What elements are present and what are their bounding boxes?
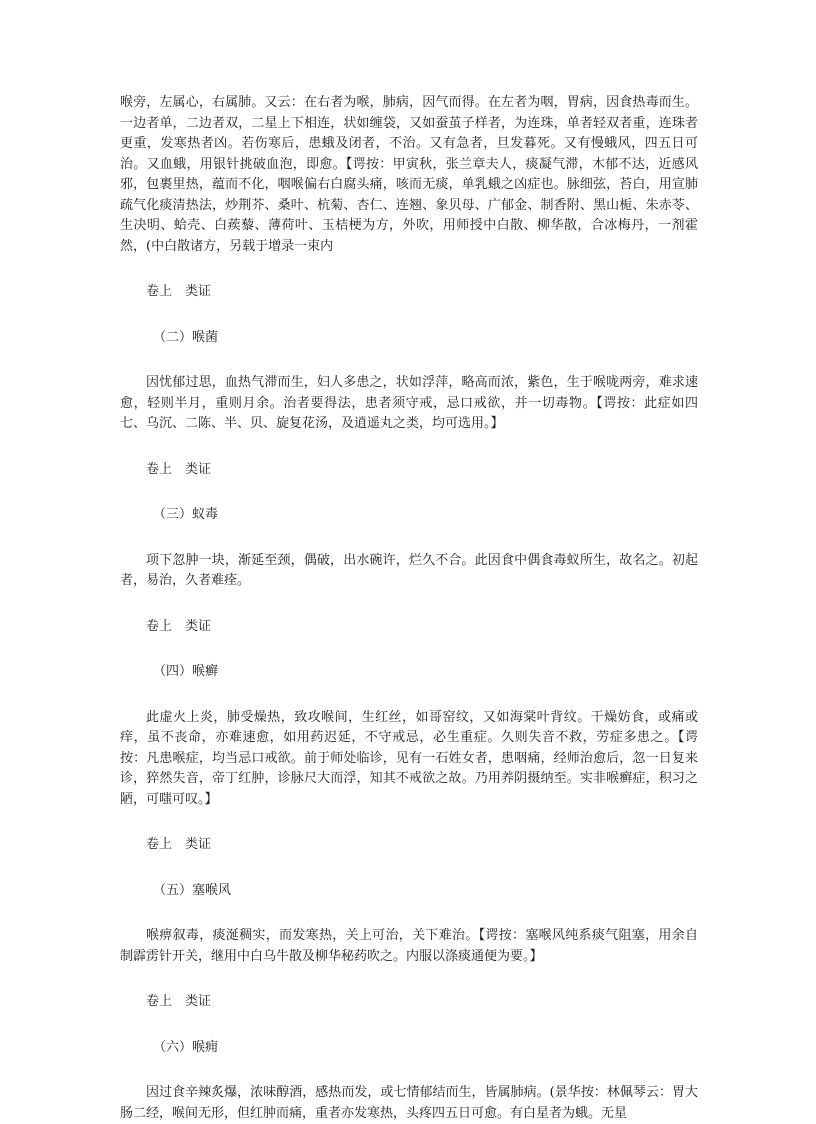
volume-label: 卷上 类证 (146, 461, 212, 477)
section-heading-yidu: （三）蚁毒 (153, 507, 219, 522)
section-heading-houyong: （六）喉痈 (153, 1039, 219, 1055)
section-paragraph-houyong: 因过食辛辣炙爆，浓味醇酒，感热而发，或七情郁结而生，皆属肺病。(景华按：林佩琴云：胃大肠二经，喉间无形，但红肿而痛，重者亦发寒热，头疼四五日可愈。有白星者为蛾。无星 (120, 1085, 698, 1121)
volume-label: 卷上 类证 (146, 837, 212, 852)
volume-label: 卷上 类证 (146, 284, 212, 299)
section-heading-houxuan: （四）喉癣 (153, 664, 219, 679)
section-paragraph-yidu: 项下忽肿一块，渐延至颈，偶破，出水碗许，烂久不合。此因食中偶食毒蚁所生，故名之。初起者，易治，久者难痊。 (120, 552, 698, 588)
intro-paragraph: 喉旁，左属心，右属肺。又云：在右者为喉，肺病，因气而得。在左者为咽，胃病，因食热毒而生。一边者单，二边者双，二星上下相连，状如缠袋，又如蚕茧子样者，为连珠，单者轻双者重，连珠者更重，发寒热者凶。若伤寒后，患蛾及闭者，不治。又有急者，旦发暮死。又有慢蛾风，四五日可治。又血蛾，用银针挑破血泡，即愈。【谔按：甲寅秋，张兰章夫人，痰凝气滞，木郁不达，近感风邪，包裹里热，蕴而不化，咽喉偏右白腐头痛，咳而无痰，单乳蛾之凶症也。脉细弦，苔白，用宣肺疏气化痰清热法，炒荆芥、桑叶、杭菊、杏仁、连翘、象贝母、广郁金、制香附、黑山栀、朱赤苓、生决明、蛤壳、白蒺藜、薄荷叶、玉桔梗为方，外吹，用师授中白散、柳华散，合冰梅丹，一剂霍然，(中白散诸方，另载于增录一束内 (120, 95, 698, 254)
document-page (120, 93, 698, 1124)
volume-label: 卷上 类证 (146, 994, 212, 1009)
section-paragraph-houjun: 因忧郁过思，血热气滞而生，妇人多患之，状如浮萍，略高而浓，紫色，生于喉咙两旁，难求速愈，轻则半月，重则月余。治者要得法，患者须守戒，忌口戒欲，并一切毒物。【谔按：此症如四七、乌沉、二陈、半、贝、旋复花汤，及逍遥丸之类，均可选用。】 (120, 375, 698, 431)
section-heading-saihoufeng: （五）塞喉风 (153, 882, 232, 898)
section-paragraph-saihoufeng: 喉痹叙毒，痰涎稠实，而发寒热，关上可治，关下难治。【谔按：塞喉风纯系痰气阻塞，用余自制霹雳针开关，继用中白乌牛散及柳华秘药吹之。内服以涤痰通便为要。】 (120, 928, 698, 964)
section-paragraph-houxuan: 此虚火上炎，肺受燥热，致攻喉间，生红丝，如哥窑纹，又如海棠叶背纹。干燥妨食，或痛或痒，虽不丧命，亦难速愈，如用药迟延，不守戒忌，必生重症。久则失音不救，劳症多患之。【谔按：凡患喉症，均当忌口戒欲。前于师处临诊，见有一石姓女者，患咽痛，经师治愈后，忽一日复来诊，猝然失音，帝丁红肿，诊脉尺大而浮，知其不戒欲之故。乃用养阴摄纳至。实非喉癣症，积习之陋，可嗤可叹。】 (120, 709, 698, 807)
section-heading-houjun: （二）喉菌 (153, 329, 219, 345)
volume-label: 卷上 类证 (146, 618, 212, 634)
